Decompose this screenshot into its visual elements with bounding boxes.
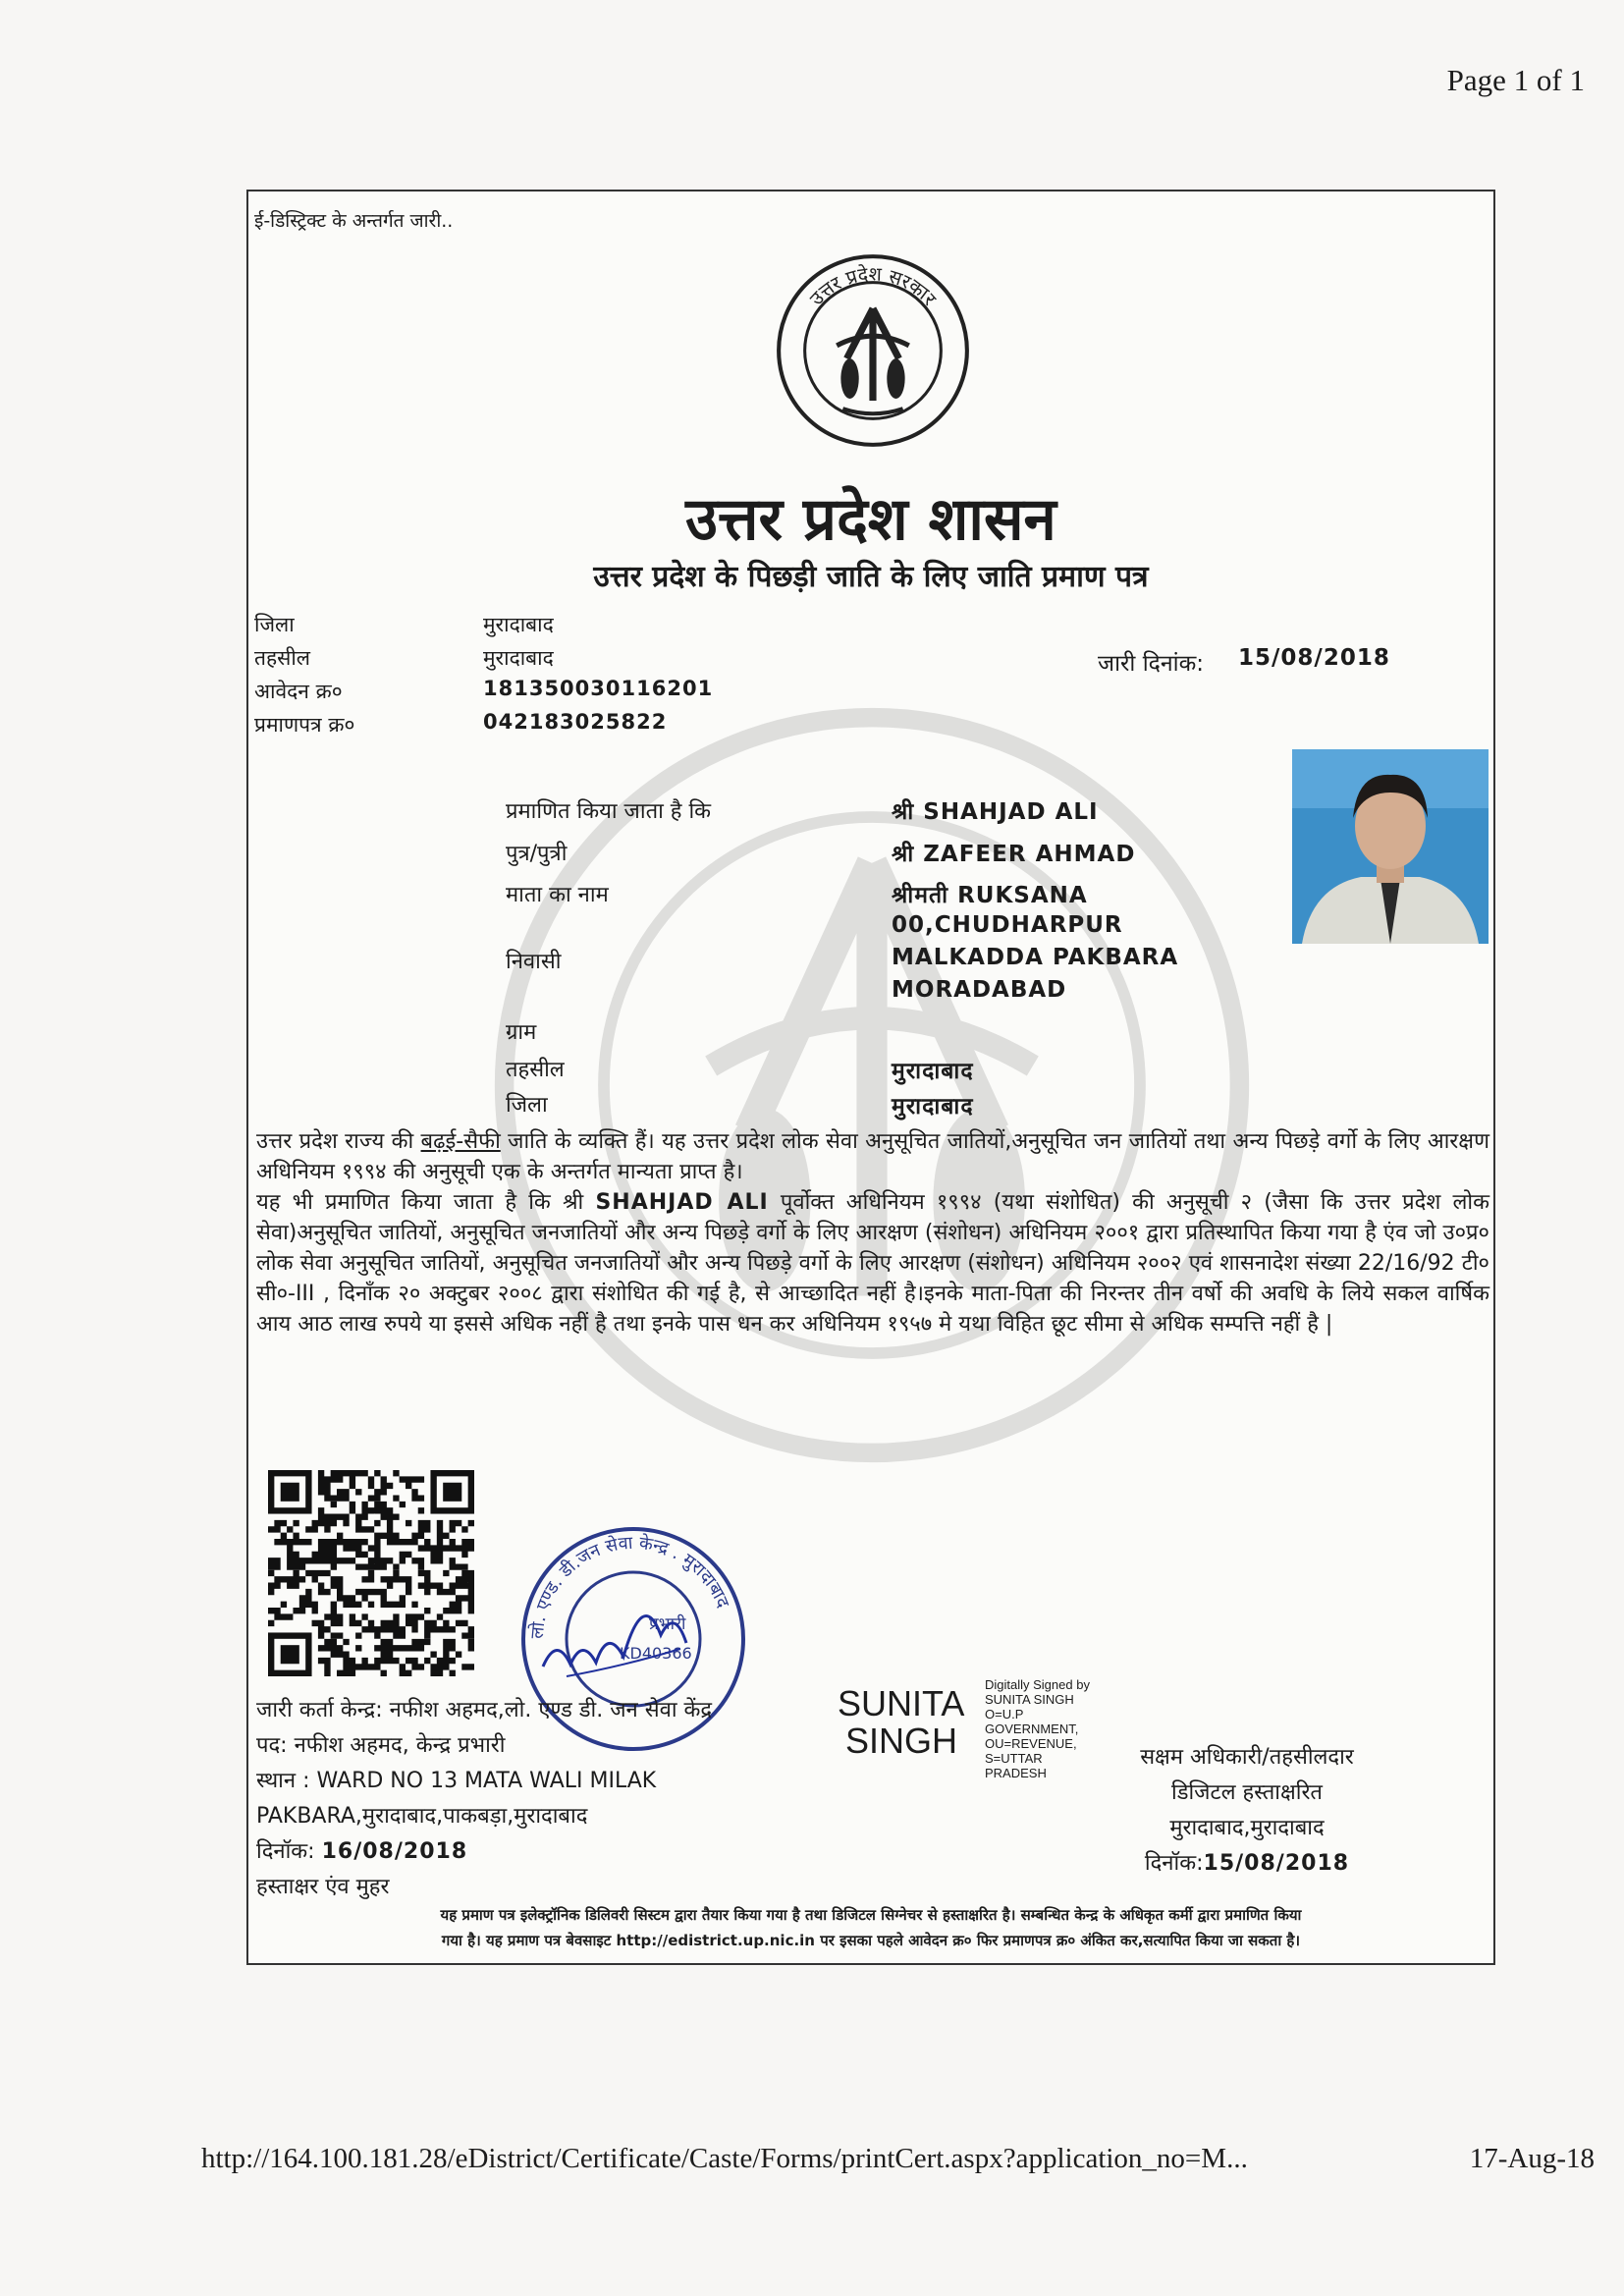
body-applicant-name: SHAHJAD ALI — [595, 1190, 769, 1215]
body-text-part: यह भी प्रमाणित किया जाता है कि श्री — [256, 1190, 596, 1215]
seal-ring-text: लो. एण्ड. डी.जन सेवा केन्द्र . मुरादाबाद — [526, 1532, 733, 1640]
mother-label: माता का नाम — [506, 883, 609, 907]
issuer-date — [256, 1835, 467, 1865]
digital-signature-detail-line: S=UTTAR — [985, 1751, 1043, 1766]
digital-signature-detail-line: O=U.P — [985, 1707, 1024, 1722]
application-number: 181350030116201 — [483, 677, 714, 700]
seal-center-text: प्रभारी — [649, 1614, 686, 1634]
parent-label: पुत्र/पुत्री — [506, 842, 568, 866]
qr-code — [268, 1470, 474, 1676]
father-name: श्री ZAFEER AHMAD — [892, 842, 1136, 867]
seal-code: KD40366 — [620, 1644, 692, 1663]
digital-signature-name — [838, 1685, 964, 1760]
officer-title: सक्षम अधिकारी/तहसीलदार — [1140, 1745, 1354, 1770]
footnote-line-1: यह प्रमाण पत्र इलेक्ट्रॉनिक डिलिवरी सिस्टम द्वारा तैयार किया गया है तथा डिजिटल सिग्नेचर से हस्ताक्षरित है। सम्बन्धित केन्द्र के अधिकृत कर्मी द्वारा प्रमाणित किया — [440, 1906, 1302, 1924]
body-text-part: जाति के व्यक्ति हैं। यह उत्तर प्रदेश लोक सेवा अनुसूचित जातियों,अनुसूचित जन जातियों तथा अन्य पिछड़े वर्गो के लिए आरक्षण अधिनियम १९९४ की अनुसूची एक के अन्तर्गत मान्यता प्राप्त है। — [256, 1129, 1489, 1184]
officer-date-value: 15/08/2018 — [1203, 1851, 1350, 1876]
tehsil-label: तहसील — [254, 646, 310, 670]
tehsil-value: मुरादाबाद — [483, 646, 554, 670]
digital-signature-detail-line: SUNITA SINGH — [985, 1692, 1074, 1707]
issuer-date-value: 16/08/2018 — [321, 1839, 468, 1864]
officer-date — [1051, 1847, 1443, 1877]
print-date: 17-Aug-18 — [1469, 2143, 1595, 2174]
issuer-designation: पद: नफीश अहमद, केन्द्र प्रभारी — [256, 1733, 506, 1758]
address-line-2: MALKADDA PAKBARA — [892, 945, 1179, 970]
applicant-name: श्री SHAHJAD ALI — [892, 799, 1099, 825]
village-label: ग्राम — [506, 1020, 537, 1045]
issue-date: 15/08/2018 — [1238, 645, 1390, 671]
qr-finder-pattern — [268, 1470, 312, 1514]
mother-name: श्रीमती RUKSANA — [892, 883, 1088, 908]
certificate-title: उत्तर प्रदेश शासन — [685, 485, 1056, 554]
certified-label: प्रमाणित किया जाता है कि — [506, 799, 712, 824]
caste-name: बढ़ई-सैफी — [420, 1129, 501, 1154]
svg-text:लो. एण्ड. डी.जन सेवा केन्द्र . — [526, 1532, 733, 1640]
qr-finder-pattern — [430, 1470, 474, 1514]
officer-digital-signed: डिजिटल हस्ताक्षरित — [1171, 1780, 1323, 1805]
district-label: जिला — [254, 613, 295, 636]
digital-signature-detail-line: OU=REVENUE, — [985, 1736, 1077, 1751]
application-number-label: आवेदन क्र० — [254, 680, 343, 703]
footnote-line-2: गया है। यह प्रमाण पत्र बेवसाइट http://edistrict.up.nic.in पर इसका पहले आवेदन क्र० फिर प्रमाणपत्र क्र० अंकित कर,सत्यापित किया जा सकता है। — [441, 1932, 1301, 1949]
digital-signature-name-line-1: SUNITA — [838, 1683, 965, 1723]
detail-tehsil-label: तहसील — [506, 1058, 565, 1082]
resident-label: निवासी — [506, 950, 562, 974]
applicant-photo — [1292, 749, 1489, 944]
caste-certificate — [246, 190, 1495, 1965]
certificate-body-text — [256, 1126, 1489, 1339]
officer-date-label: दिनॉक: — [1144, 1851, 1204, 1876]
print-url: http://164.100.181.28/eDistrict/Certificate/Caste/Forms/printCert.aspx?application_no=M... — [201, 2143, 1248, 2174]
certificate-subtitle: उत्तर प्रदेश के पिछड़ी जाति के लिए जाति प्रमाण पत्र — [593, 560, 1149, 594]
certificate-number: 042183025822 — [483, 710, 668, 734]
page-number: Page 1 of 1 — [1446, 63, 1585, 97]
up-government-emblem-icon — [773, 250, 973, 451]
certificate-number-label: प्रमाणपत्र क्र० — [254, 713, 355, 737]
issuing-center: जारी कर्ता केन्द्र: नफीश अहमद,लो. एण्ड डी. जन सेवा केंद्र — [256, 1698, 713, 1722]
issuer-date-label: दिनॉक: — [256, 1839, 322, 1864]
issuer-place-line-2: PAKBARA,मुरादाबाद,पाकबड़ा,मुरादाबाद — [256, 1804, 588, 1829]
issue-date-label: जारी दिनांक: — [1098, 651, 1205, 677]
address-line-3: MORADABAD — [892, 977, 1067, 1003]
digital-signature-detail-line: Digitally Signed by — [985, 1677, 1090, 1692]
digital-signature-detail-line: GOVERNMENT, — [985, 1722, 1079, 1736]
address-line-1: 00,CHUDHARPUR — [892, 912, 1123, 938]
issuing-center-seal — [514, 1519, 754, 1760]
detail-district-value: मुरादाबाद — [892, 1094, 974, 1120]
officer-place: मुरादाबाद,मुरादाबाद — [1169, 1816, 1325, 1840]
signature-seal-label: हस्ताक्षर एंव मुहर — [256, 1875, 390, 1899]
district-value: मुरादाबाद — [483, 613, 554, 636]
detail-tehsil-value: मुरादाबाद — [892, 1059, 974, 1084]
emblem-text: उत्तर प्रदेश सरकार — [805, 262, 942, 310]
digital-signature-detail-line: PRADESH — [985, 1766, 1047, 1780]
body-text-part: उत्तर प्रदेश राज्य की — [256, 1129, 421, 1154]
issuer-place-line-1: स्थान : WARD NO 13 MATA WALI MILAK — [256, 1769, 657, 1793]
detail-district-label: जिला — [506, 1093, 548, 1118]
edistrict-note: ई-डिस्ट्रिक्ट के अन्तर्गत जारी.. — [254, 210, 454, 232]
qr-finder-pattern — [268, 1632, 312, 1676]
digital-signature-name-line-2: SINGH — [845, 1721, 958, 1761]
verification-footnote — [248, 1902, 1493, 1953]
body-text-part: पूर्वोक्त अधिनियम १९९४ (यथा संशोधित) की अनुसूची २ (जैसा कि उत्तर प्रदेश लोक सेवा)अनुसूचित जातियों, अनुसूचित जनजातियों और अन्य पिछड़े वर्गो के लिए आरक्षण (संशोधन) अधिनियम २००१ द्वारा प्रतिस्थापित किया गया है एंव जो उ०प्र० लोक सेवा अनुसूचित जातियों, अनुसूचित जनजातियों और अन्य पिछड़े वर्गो के लिए आरक्षण (संशोधन) अधिनियम २००२ एवं शासनादेश संख्या 22/16/92 टी० सी०-III , दिनाँक २० अक्टुबर २००८ द्वारा संशोधित की गई है, से आच्छादित नहीं है।इनके माता-पिता की निरन्तर तीन वर्षो की अवधि के लिये सकल वार्षिक आय आठ लाख रुपये या इससे अधिक नहीं है तथा इनके पास धन कर अधिनियम १९५७ मे यथा विहित छूट सीमा से अधिक सम्पत्ति नहीं है | — [256, 1190, 1489, 1337]
